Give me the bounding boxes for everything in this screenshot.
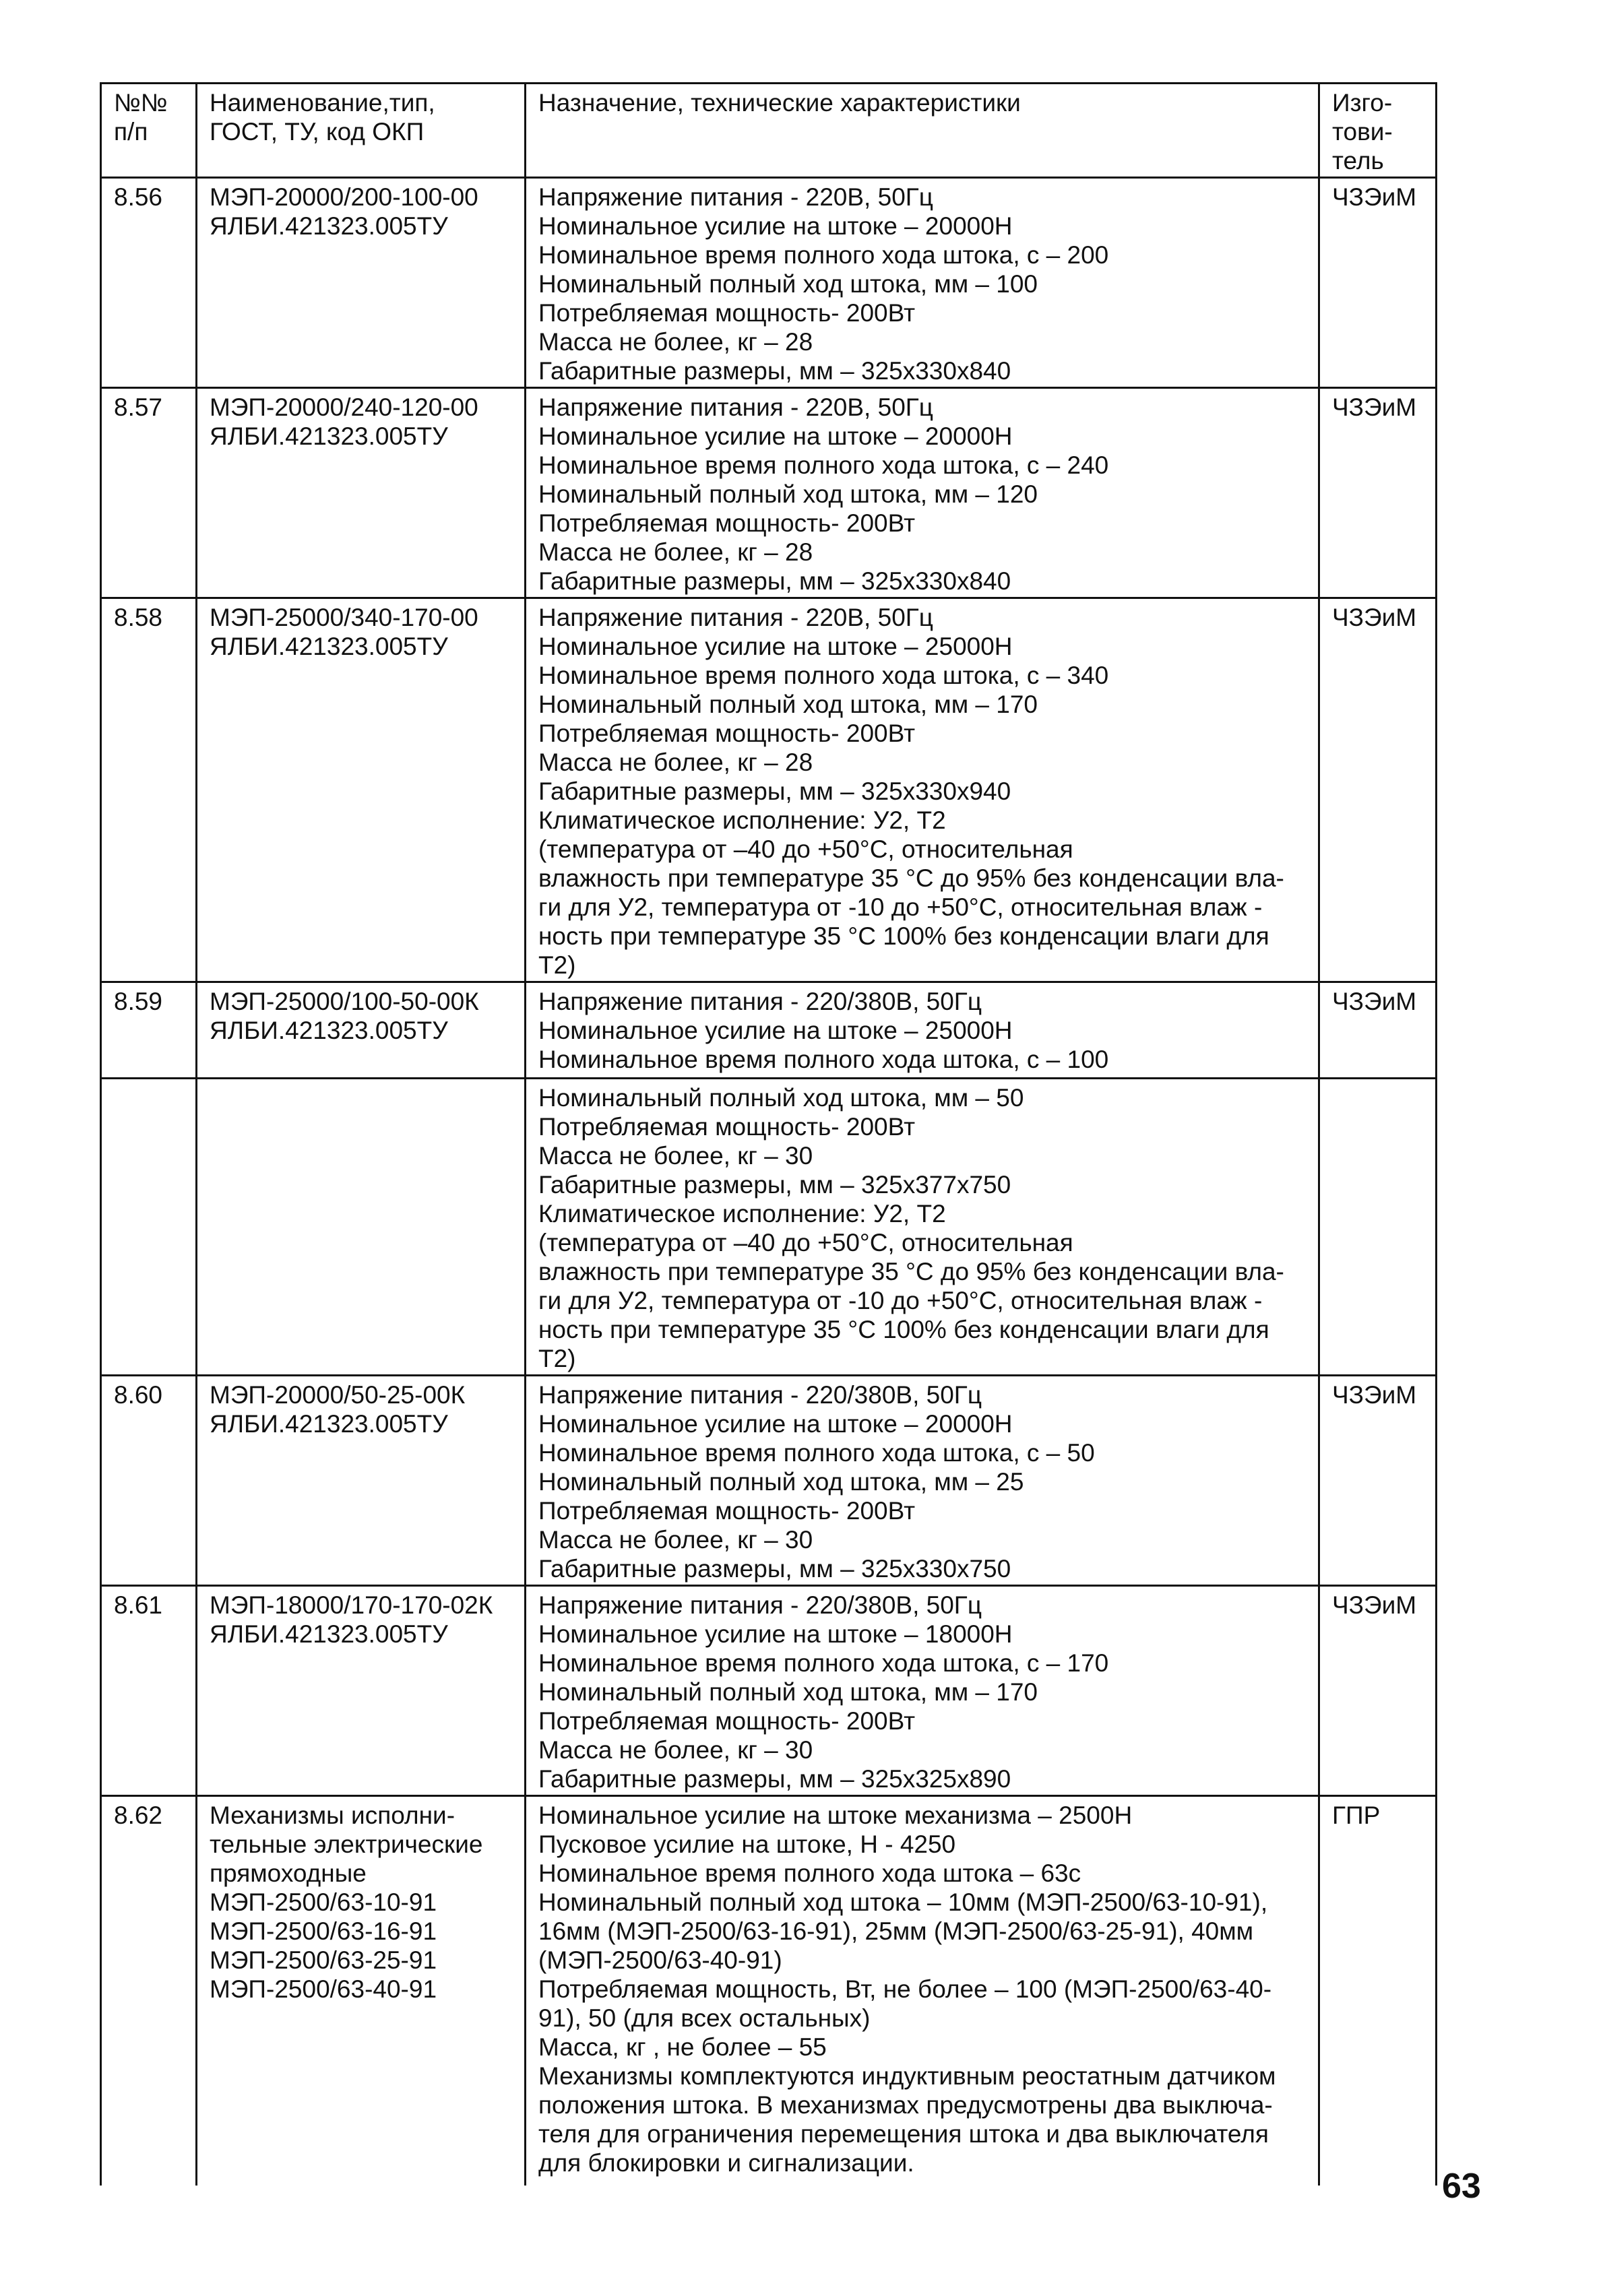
row-desc: Напряжение питания - 220В, 50Гц Номинальное усилие на штоке – 20000Н Номинальное время полного хода штока, с – 200 Номинальный полный ход штока, мм – 100 Потребляемая мощность- 200Вт Масса не более, кг – 28 Габаритные размеры, мм – 325x330x840 <box>526 178 1319 388</box>
header-num: №№ п/п <box>101 84 197 178</box>
row-name: Механизмы исполни- тельные электрические прямоходные МЭП-2500/63-10-91 МЭП-2500/63-16-91 МЭП-2500/63-25-91 МЭП-2500/63-40-91 <box>197 1796 526 2186</box>
row-maker: ЧЗЭиМ <box>1319 388 1437 598</box>
row-name: МЭП-20000/240-120-00 ЯЛБИ.421323.005ТУ <box>197 388 526 598</box>
row-desc: Напряжение питания - 220/380В, 50Гц Номинальное усилие на штоке – 25000Н Номинальное время полного хода штока, с – 100 <box>526 982 1319 1079</box>
row-maker: ЧЗЭиМ <box>1319 1376 1437 1586</box>
table-row <box>101 982 1437 1079</box>
row-maker: ЧЗЭиМ <box>1319 1586 1437 1796</box>
row-name: МЭП-20000/50-25-00К ЯЛБИ.421323.005ТУ <box>197 1376 526 1586</box>
table-row <box>101 178 1437 388</box>
row-num: 8.59 <box>101 982 197 1079</box>
row-num: 8.62 <box>101 1796 197 2186</box>
table-row <box>101 598 1437 982</box>
table-row <box>101 1376 1437 1586</box>
row-num: 8.60 <box>101 1376 197 1586</box>
row-desc: Напряжение питания - 220В, 50Гц Номинальное усилие на штоке – 25000Н Номинальное время полного хода штока, с – 340 Номинальный полный ход штока, мм – 170 Потребляемая мощность- 200Вт Масса не более, кг – 28 Габаритные размеры, мм – 325x330x940 Климатическое исполнение: У2, Т2 (температура от –40 до +50°С, относительная влажность при температуре 35 °С до 95% без конденсации вла- ги для У2, температура от -10 до +50°С, относительная влаж - ность при температуре 35 °С 100% без конденсации влаги для Т2) <box>526 598 1319 982</box>
row-desc: Номинальное усилие на штоке механизма – 2500Н Пусковое усилие на штоке, Н - 4250 Номинальное время полного хода штока – 63с Номинальный полный ход штока – 10мм (МЭП-2500/63-10-91), 16мм (МЭП-2500/63-16-91), 25мм (МЭП-2500/63-25-91), 40мм (МЭП-2500/63-40-91) Потребляемая мощность, Вт, не более – 100 (МЭП-2500/63-40- 91), 50 (для всех остальных) Масса, кг , не более – 55 Механизмы комплектуются индуктивным реостатным датчиком положения штока. В механизмах предусмотрены два выключа- теля для ограничения перемещения штока и два выключателя для блокировки и сигнализации. <box>526 1796 1319 2186</box>
header-desc: Назначение, технические характеристики <box>526 84 1319 178</box>
row-name: МЭП-25000/340-170-00 ЯЛБИ.421323.005ТУ <box>197 598 526 982</box>
row-num: 8.56 <box>101 178 197 388</box>
header-name: Наименование,тип, ГОСТ, ТУ, код ОКП <box>197 84 526 178</box>
row-num: 8.58 <box>101 598 197 982</box>
table-header-row <box>101 84 1437 178</box>
row-maker <box>1319 1079 1437 1376</box>
page-number: 63 <box>1442 2167 1481 2206</box>
row-name: МЭП-25000/100-50-00К ЯЛБИ.421323.005ТУ <box>197 982 526 1079</box>
table-row <box>101 1586 1437 1796</box>
row-name: МЭП-18000/170-170-02К ЯЛБИ.421323.005ТУ <box>197 1586 526 1796</box>
row-desc: Напряжение питания - 220/380В, 50Гц Номинальное усилие на штоке – 18000Н Номинальное время полного хода штока, с – 170 Номинальный полный ход штока, мм – 170 Потребляемая мощность- 200Вт Масса не более, кг – 30 Габаритные размеры, мм – 325x325x890 <box>526 1586 1319 1796</box>
row-maker: ЧЗЭиМ <box>1319 598 1437 982</box>
row-maker: ГПР <box>1319 1796 1437 2186</box>
row-maker: ЧЗЭиМ <box>1319 982 1437 1079</box>
row-desc: Номинальный полный ход штока, мм – 50 Потребляемая мощность- 200Вт Масса не более, кг – 30 Габаритные размеры, мм – 325x377x750 Климатическое исполнение: У2, Т2 (температура от –40 до +50°С, относительная влажность при температуре 35 °С до 95% без конденсации вла- ги для У2, температура от -10 до +50°С, относительная влаж - ность при температуре 35 °С 100% без конденсации влаги для Т2) <box>526 1079 1319 1376</box>
table-row <box>101 1796 1437 2186</box>
row-name <box>197 1079 526 1376</box>
table-row <box>101 1079 1437 1376</box>
table-row <box>101 388 1437 598</box>
spec-table <box>100 82 1437 2186</box>
row-num: 8.61 <box>101 1586 197 1796</box>
row-name: МЭП-20000/200-100-00 ЯЛБИ.421323.005ТУ <box>197 178 526 388</box>
row-num <box>101 1079 197 1376</box>
row-maker: ЧЗЭиМ <box>1319 178 1437 388</box>
row-num: 8.57 <box>101 388 197 598</box>
row-desc: Напряжение питания - 220В, 50Гц Номинальное усилие на штоке – 20000Н Номинальное время полного хода штока, с – 240 Номинальный полный ход штока, мм – 120 Потребляемая мощность- 200Вт Масса не более, кг – 28 Габаритные размеры, мм – 325x330x840 <box>526 388 1319 598</box>
row-desc: Напряжение питания - 220/380В, 50Гц Номинальное усилие на штоке – 20000Н Номинальное время полного хода штока, с – 50 Номинальный полный ход штока, мм – 25 Потребляемая мощность- 200Вт Масса не более, кг – 30 Габаритные размеры, мм – 325x330x750 <box>526 1376 1319 1586</box>
header-maker: Изго- тови- тель <box>1319 84 1437 178</box>
